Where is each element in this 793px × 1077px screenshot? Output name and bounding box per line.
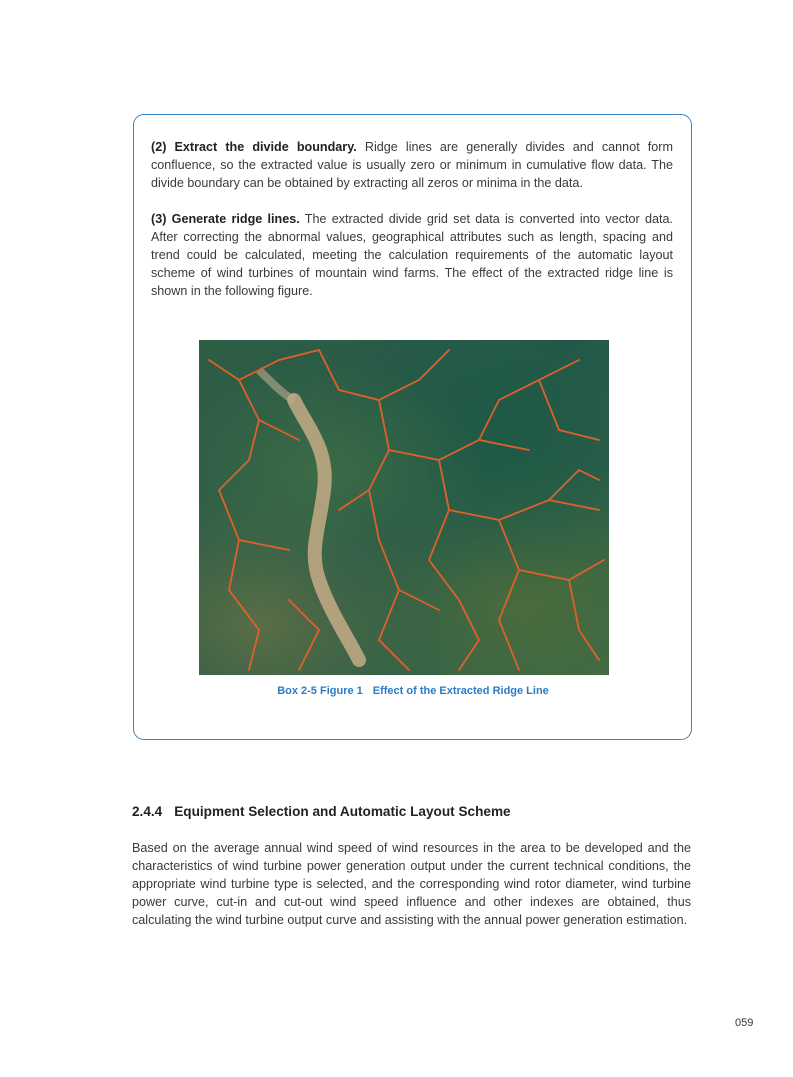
ridge-lines-overlay	[199, 340, 609, 675]
step-2-paragraph	[151, 138, 673, 192]
figure-number: Box 2-5 Figure 1	[277, 685, 363, 697]
figure-caption	[133, 685, 693, 697]
step-2-text: Ridge lines are generally divides and cannot form confluence, so the extracted value is usually zero or minimum in cumulative flow data. The divide boundary can be obtained by extracting all zeros or minima in the data.	[151, 140, 673, 190]
ridge-line-satellite-image	[199, 340, 609, 675]
section-body: Based on the average annual wind speed of wind resources in the area to be developed and the characteristics of wind turbine power generation output under the current technical conditions, the appropriate wind turbine type is selected, and the corresponding wind rotor diameter, wind turbine power curve, cut-in and cut-out wind speed influence and other indexes are obtained, thus calculating the wind turbine output curve and assisting with the annual power generation estimation.	[132, 841, 691, 927]
section-number: 2.4.4	[132, 804, 163, 819]
step-3-text: The extracted divide grid set data is converted into vector data. After correcting the abnormal values, geographical attributes such as length, spacing and trend could be calculated, meeting the calculation requirements of the automatic layout scheme of wind turbines of mountain wind farms. The effect of the extracted ridge line is shown in the following figure.	[151, 212, 673, 298]
page-number: 059	[735, 1017, 754, 1029]
section-title: Equipment Selection and Automatic Layout Scheme	[174, 804, 511, 819]
step-3-lead: (3) Generate ridge lines.	[151, 212, 300, 226]
step-2-lead: (2) Extract the divide boundary.	[151, 140, 357, 154]
step-3-paragraph	[151, 210, 673, 300]
figure-title: Effect of the Extracted Ridge Line	[372, 685, 549, 697]
section-heading	[132, 804, 511, 819]
